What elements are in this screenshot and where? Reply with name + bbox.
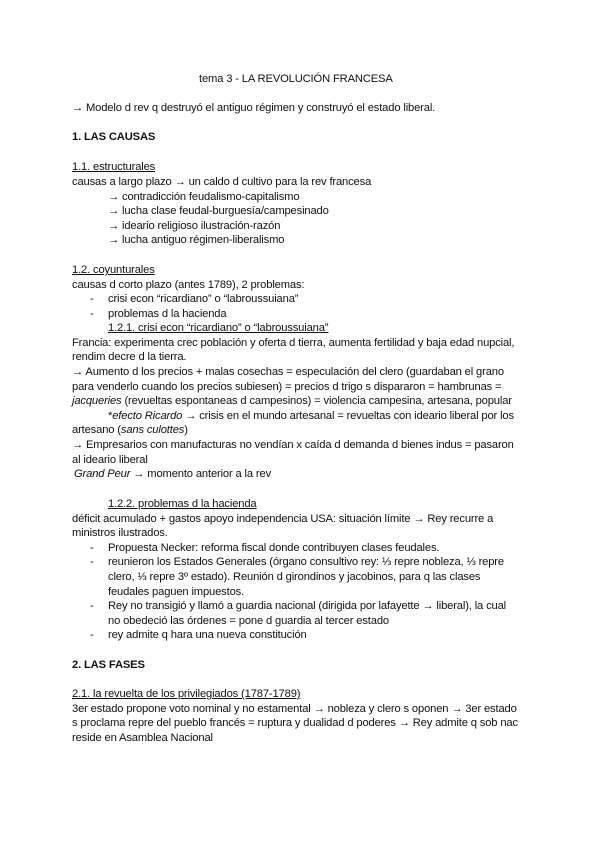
bullet-item-continued: clero, ⅓ repre 3º estado). Reunión d girondinos y jacobinos, para q las clases xyxy=(108,571,481,583)
section-heading-fases: 2. LAS FASES xyxy=(72,659,145,671)
emphasis-jacqueries: jacqueries xyxy=(72,395,122,407)
emphasis-grand-peur: Grand Peur xyxy=(74,468,131,480)
subheading-hacienda: 1.2.2. problemas d la hacienda xyxy=(108,498,257,510)
text-run: → crisis en el mundo artesanal = revueltas con ideario liberal por los xyxy=(182,410,514,422)
subheading-revuelta: 2.1. la revuelta de los privilegiados (1787-1789) xyxy=(72,688,301,700)
bullet-dash: - xyxy=(90,293,94,305)
asterisk: * xyxy=(108,410,113,422)
bullet-dash: - xyxy=(90,308,94,320)
arrow-list-item: → ideario religioso ilustración-razón xyxy=(108,220,281,232)
arrow-list-item: → lucha antiguo régimen-liberalismo xyxy=(108,234,285,246)
bullet-item-continued: no obedeció las órdenes = pone d guardia al tercer estado xyxy=(108,615,389,627)
arrow-list-item: → contradicción feudalismo-capitalismo xyxy=(108,191,300,203)
paragraph-line: para venderlo cuando los precios subiesen) = precios d trigo s dispararon = hambrunas = xyxy=(72,381,502,393)
paragraph-line xyxy=(108,409,514,423)
bullet-item: reunieron los Estados Generales (órgano consultivo rey: ⅓ repre nobleza, ⅓ repre xyxy=(108,556,504,568)
paragraph-line xyxy=(74,467,271,481)
paragraph-line: → Empresarios con manufacturas no vendían x caída d demanda d bienes indus = pasaron xyxy=(72,439,514,451)
paragraph-line: rendim decre d la tierra. xyxy=(72,351,187,363)
arrow-list-item: → lucha clase feudal-burguesía/campesinado xyxy=(108,205,329,217)
text-run: (revueltas espontaneas d campesinos) = violencia campesina, artesana, popular xyxy=(121,395,512,407)
text-line: causas a largo plazo → un caldo d cultivo para la rev francesa xyxy=(72,176,372,188)
section-heading-causas: 1. LAS CAUSAS xyxy=(72,131,156,143)
bullet-item: problemas d la hacienda xyxy=(108,308,227,320)
text-run: → momento anterior a la rev xyxy=(130,468,272,480)
bullet-item: Propuesta Necker: reforma fiscal donde contribuyen clases feudales. xyxy=(108,542,440,554)
emphasis-efecto-ricardo: efecto Ricardo xyxy=(112,410,183,422)
subheading-coyunturales: 1.2. coyunturales xyxy=(72,264,155,276)
paragraph-line: Francia: experimenta crec población y oferta d tierra, aumenta fertilidad y baja edad nupcial, xyxy=(72,337,515,349)
subheading-crisi-econ: 1.2.1. crisi econ “ricardiano” o “labroussuiana” xyxy=(108,322,329,334)
paragraph-line: → Aumento d los precios + malas cosechas = especulación del clero (guardaban el grano xyxy=(72,366,504,378)
bullet-item: rey admite q hara una nueva constitución xyxy=(108,629,307,641)
paragraph-line: s proclama repre del pueblo francés = ruptura y dualidad d poderes → Rey admite q sob nac xyxy=(72,717,518,729)
text-run: artesano ( xyxy=(72,424,121,436)
subheading-estructurales: 1.1. estructurales xyxy=(72,161,156,173)
paragraph-line: ministros ilustrados. xyxy=(72,527,168,539)
paragraph-line xyxy=(72,423,188,437)
paragraph-line: al ideario liberal xyxy=(72,454,148,466)
paragraph-line: reside en Asamblea Nacional xyxy=(72,732,213,744)
bullet-item-continued: feudales paguen impuestos. xyxy=(108,586,245,598)
bullet-dash: - xyxy=(90,542,94,554)
text-line: causas d corto plazo (antes 1789), 2 problemas: xyxy=(72,279,305,291)
text-run: ) xyxy=(184,424,188,436)
paragraph-line: 3er estado propone voto nominal y no estamental → nobleza y clero s oponen → 3er estado xyxy=(72,703,517,715)
bullet-item: Rey no transigió y llamó a guardia nacional (dirigida por lafayette → liberal), la cual xyxy=(108,600,506,612)
emphasis-sans-culottes: sans culottes xyxy=(120,424,185,436)
bullet-dash: - xyxy=(90,600,94,612)
intro-line: → Modelo d rev q destruyó el antiguo régimen y construyó el estado liberal. xyxy=(72,102,436,114)
paragraph-line: déficit acumulado + gastos apoyo independencia USA: situación límite → Rey recurre a xyxy=(72,513,494,525)
document-title: tema 3 - LA REVOLUCIÓN FRANCESA xyxy=(199,73,393,85)
paragraph-line xyxy=(72,394,512,408)
bullet-dash: - xyxy=(90,556,94,568)
bullet-item: crisi econ “ricardiano” o “labroussuiana” xyxy=(108,293,299,305)
bullet-dash: - xyxy=(90,629,94,641)
